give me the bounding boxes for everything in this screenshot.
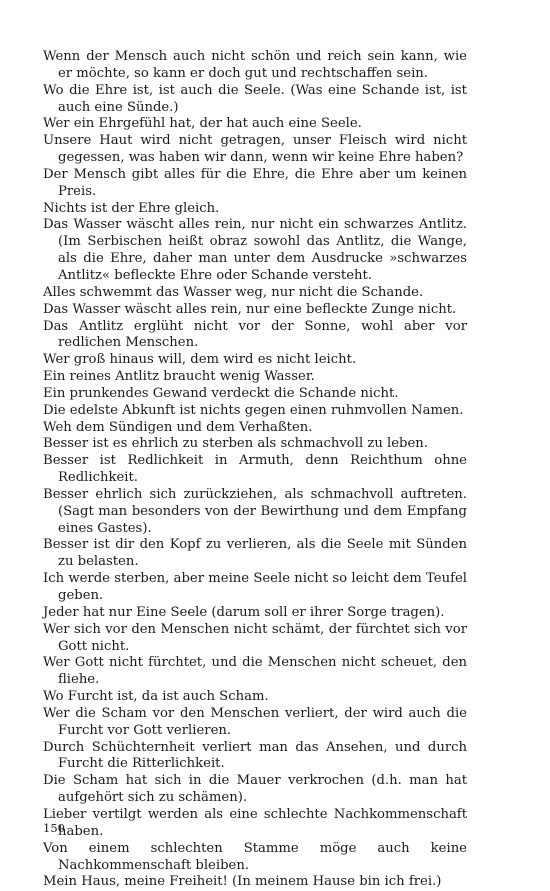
- page-text-block: [43, 49, 467, 891]
- proverb-entry: Wo Furcht ist, da ist auch Scham.: [43, 689, 269, 705]
- proverb-entry: Wenn der Mensch auch nicht schön und reich sein kann, wie er möchte, so kann er doch gut und rechtschaffen sein.: [43, 49, 467, 81]
- proverb-entry: Die edelste Abkunft ist nichts gegen einen ruhmvollen Namen.: [43, 402, 464, 418]
- proverb-entry: Das Antlitz erglüht nicht vor der Sonne, wohl aber vor redlichen Menschen.: [43, 318, 467, 351]
- proverb-entry: Wer Gott nicht fürchtet, und die Menschen nicht scheuet, den fliehe.: [43, 655, 467, 688]
- proverb-entry: Wo die Ehre ist, ist auch die Seele. (Was eine Schande ist, ist auch eine Sünde.): [43, 82, 467, 115]
- proverb-entry: Der Mensch gibt alles für die Ehre, die Ehre aber um keinen Preis.: [43, 166, 467, 199]
- proverb-entry: Wer groß hinaus will, dem wird es nicht leicht.: [43, 352, 357, 368]
- proverb-entry: Weh dem Sündigen und dem Verhaßten.: [43, 419, 313, 435]
- proverb-entry: Wer die Scham vor den Menschen verliert, der wird auch die Furcht vor Gott verlieren.: [43, 705, 467, 738]
- proverb-entry: Besser ist Redlichkeit in Armuth, denn Reichthum ohne Redlichkeit.: [43, 453, 467, 486]
- proverb-entry: Wer ein Ehrgefühl hat, der hat auch eine Seele.: [43, 116, 362, 132]
- proverb-entry: Besser ehrlich sich zurückziehen, als schmachvoll auftreten. (Sagt man besonders von der Bewirthung und dem Empfang eines Gastes).: [43, 486, 467, 536]
- proverb-entry: Die Scham hat sich in die Mauer verkrochen (d.h. man hat aufgehört sich zu schämen).: [43, 773, 467, 806]
- proverb-entry: Unsere Haut wird nicht getragen, unser Fleisch wird nicht gegessen, was haben wir dann, wenn wir keine Ehre haben?: [43, 133, 467, 166]
- proverb-entry: Jeder hat nur Eine Seele (darum soll er ihrer Sorge tragen).: [43, 604, 445, 620]
- proverb-entry: Besser ist dir den Kopf zu verlieren, als die Seele mit Sünden zu belasten.: [43, 537, 467, 570]
- proverb-entry: Besser ist es ehrlich zu sterben als schmachvoll zu leben.: [43, 436, 428, 452]
- page-number: 150: [43, 821, 65, 835]
- proverb-entry: Lieber vertilgt werden als eine schlechte Nachkommenschaft haben.: [43, 806, 467, 839]
- proverb-entry: Alles schwemmt das Wasser weg, nur nicht die Schande.: [43, 284, 424, 300]
- proverb-entry: Durch Schüchternheit verliert man das Ansehen, und durch Furcht die Ritterlichkeit.: [43, 739, 467, 772]
- proverb-entry: Ich werde sterben, aber meine Seele nicht so leicht dem Teufel geben.: [43, 571, 467, 603]
- proverb-entry: Ein prunkendes Gewand verdeckt die Schande nicht.: [43, 385, 399, 401]
- proverb-entry: Nichts ist der Ehre gleich.: [43, 200, 220, 216]
- proverb-entry: Von einem schlechten Stamme möge auch keine Nachkommenschaft bleiben.: [43, 840, 467, 873]
- proverb-entry: Das Wasser wäscht alles rein, nur eine befleckte Zunge nicht.: [43, 301, 457, 317]
- proverb-entry: Ein reines Antlitz braucht wenig Wasser.: [43, 369, 315, 385]
- proverb-entry: Wer sich vor den Menschen nicht schämt, der fürchtet sich vor Gott nicht.: [43, 621, 467, 654]
- proverb-entry: Mein Haus, meine Freiheit! (In meinem Hause bin ich frei.): [43, 874, 442, 890]
- proverb-entry: Das Wasser wäscht alles rein, nur nicht ein schwarzes Antlitz. (Im Serbischen heißt obraz sowohl das Antlitz, die Wange, als die Ehre, daher man unter dem Ausdrucke »schwarzes Antlitz« befleckte Ehre oder Schande versteht.: [43, 217, 467, 283]
